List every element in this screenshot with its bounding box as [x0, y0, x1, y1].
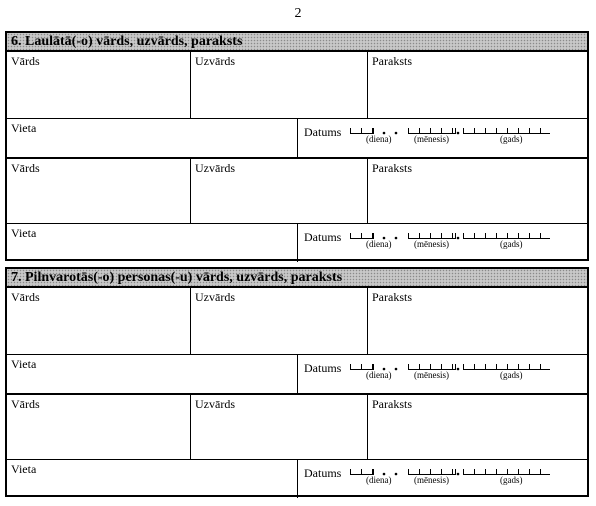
name-field[interactable]	[7, 52, 190, 118]
signature-label: Paraksts	[372, 161, 412, 175]
year-sublabel: (gads)	[500, 370, 523, 380]
name-field[interactable]	[7, 288, 190, 354]
month-sublabel: (mēnesis)	[414, 239, 449, 249]
signature-field[interactable]	[367, 393, 587, 459]
year-sublabel: (gads)	[500, 239, 523, 249]
day-sublabel: (diena)	[366, 239, 392, 249]
year-sublabel: (gads)	[500, 475, 523, 485]
day-sublabel: (diena)	[366, 475, 392, 485]
place-field[interactable]	[7, 223, 297, 262]
name-field[interactable]	[7, 393, 190, 459]
date-label: Datums	[304, 125, 342, 139]
place-label: Vieta	[11, 357, 37, 371]
year-sublabel: (gads)	[500, 134, 523, 144]
date-label: Datums	[304, 466, 342, 480]
signature-field[interactable]	[367, 52, 587, 118]
signature-field[interactable]	[367, 157, 587, 223]
signature-label: Paraksts	[372, 290, 412, 304]
signature-label: Paraksts	[372, 54, 412, 68]
date-label: Datums	[304, 230, 342, 244]
name-label: Vārds	[11, 161, 40, 175]
section-7-authorized-person	[5, 267, 589, 497]
page-number: 2	[294, 6, 302, 21]
name-label: Vārds	[11, 290, 40, 304]
date-field[interactable]	[297, 354, 587, 393]
place-field[interactable]	[7, 459, 297, 498]
surname-label: Uzvārds	[195, 290, 235, 304]
name-field[interactable]	[7, 157, 190, 223]
surname-field[interactable]	[190, 393, 367, 459]
place-label: Vieta	[11, 226, 37, 240]
place-field[interactable]	[7, 354, 297, 393]
surname-label: Uzvārds	[195, 397, 235, 411]
section-header	[7, 33, 587, 52]
place-label: Vieta	[11, 121, 37, 135]
surname-field[interactable]	[190, 52, 367, 118]
month-sublabel: (mēnesis)	[414, 134, 449, 144]
place-label: Vieta	[11, 462, 37, 476]
day-sublabel: (diena)	[366, 134, 392, 144]
day-sublabel: (diena)	[366, 370, 392, 380]
section-6-spouse	[5, 31, 589, 261]
section-title: 7. Pilnvarotās(-o) personas(-u) vārds, uzvārds, paraksts	[11, 270, 343, 285]
section-header	[7, 269, 587, 288]
date-field[interactable]	[297, 223, 587, 262]
month-sublabel: (mēnesis)	[414, 475, 449, 485]
signature-field[interactable]	[367, 288, 587, 354]
date-field[interactable]	[297, 118, 587, 157]
date-field[interactable]	[297, 459, 587, 498]
name-label: Vārds	[11, 54, 40, 68]
surname-label: Uzvārds	[195, 161, 235, 175]
month-sublabel: (mēnesis)	[414, 370, 449, 380]
surname-label: Uzvārds	[195, 54, 235, 68]
surname-field[interactable]	[190, 157, 367, 223]
surname-field[interactable]	[190, 288, 367, 354]
section-title: 6. Laulātā(-o) vārds, uzvārds, paraksts	[11, 34, 243, 49]
name-label: Vārds	[11, 397, 40, 411]
date-label: Datums	[304, 361, 342, 375]
signature-label: Paraksts	[372, 397, 412, 411]
place-field[interactable]	[7, 118, 297, 157]
